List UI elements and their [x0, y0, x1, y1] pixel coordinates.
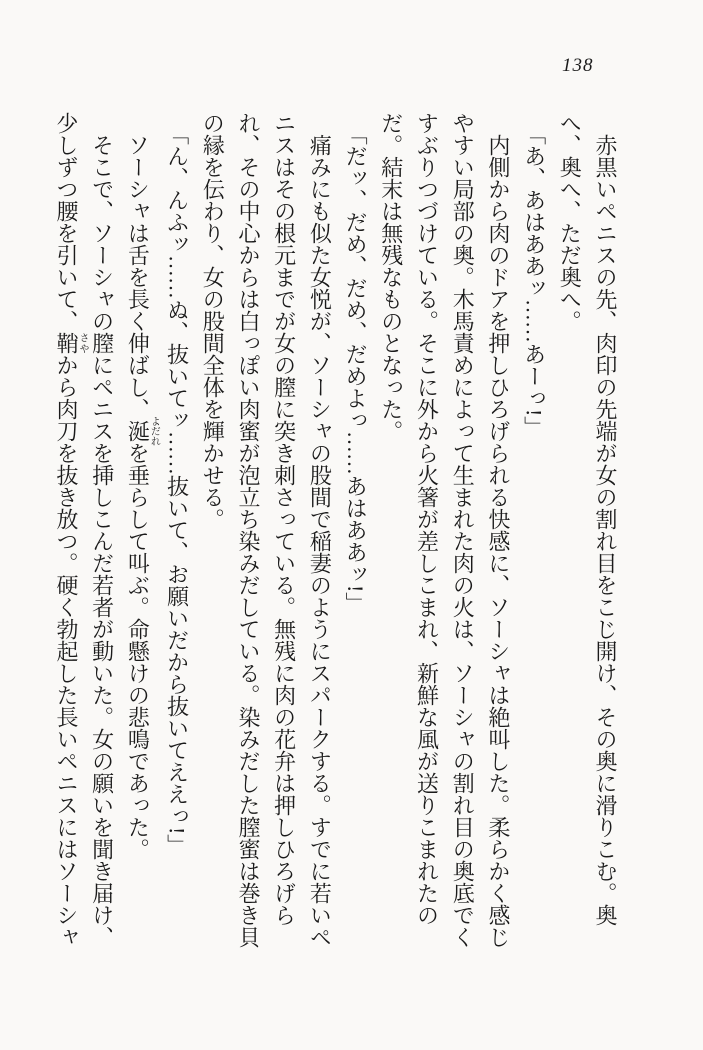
dialogue-paragraph: 「ん、んふッ……ぬ、抜いてッ……抜いて、お願いだから抜いてええっ!」 — [164, 123, 190, 857]
narrative-paragraph: 痛みにも似た女悦が、ソーシャの股間で稲妻のようにスパークする。すでに若いペニスはその根元までが女の膣に突き刺さっている。無残に肉の花弁は押しひろげられ、その中心からは白っぽい肉蜜が泡立ち染みだしている。染みだした膣蜜は巻き貝の縁を伝わり、女の股間全体を輝かせる。 — [200, 112, 333, 948]
narrative-paragraph: 内側から肉のドアを押しひろげられる快感に、ソーシャは絶叫した。柔らかく感じやすい局部の奥。木馬責めによって生まれた肉の火は、ソーシャの割れ目の奥底でくすぶりつづけている。そこに外から火箸が差しこまれ、新鮮な風が送りこまれたのだ。結末は無残なものとなった。 — [378, 112, 511, 948]
narrative-paragraph: ソーシャは舌を長く伸ばし、涎よだれを垂らして叫ぶ。命懸けの悲鳴であった。 — [125, 134, 160, 860]
ruby-annotated-word: 鞘さや — [53, 332, 88, 354]
page-text-block — [51, 112, 623, 954]
dialogue-paragraph: 「だッ、だめ、だめ、だめよっ……あはああッ!」 — [343, 123, 369, 615]
dialogue-paragraph: 「あ、あはああッ……あーっ!」 — [521, 123, 547, 439]
page-number: 138 — [562, 55, 594, 76]
narrative-paragraph: そこで、ソーシャの膣にペニスを挿しこんだ若者が動いた。女の願いを聞き届け、少しずつ腰を引いて、鞘さやから肉刀を抜き放つ。硬く勃起した長いペニスにはソーシャ — [53, 112, 115, 948]
narrative-paragraph: 赤黒いペニスの先、肉印の先端が女の割れ目をこじ開け、その奥に滑りこむ。奥へ、奥へ、ただ奥へ。 — [557, 112, 618, 926]
ruby-annotated-word: 涎よだれ — [125, 416, 160, 446]
